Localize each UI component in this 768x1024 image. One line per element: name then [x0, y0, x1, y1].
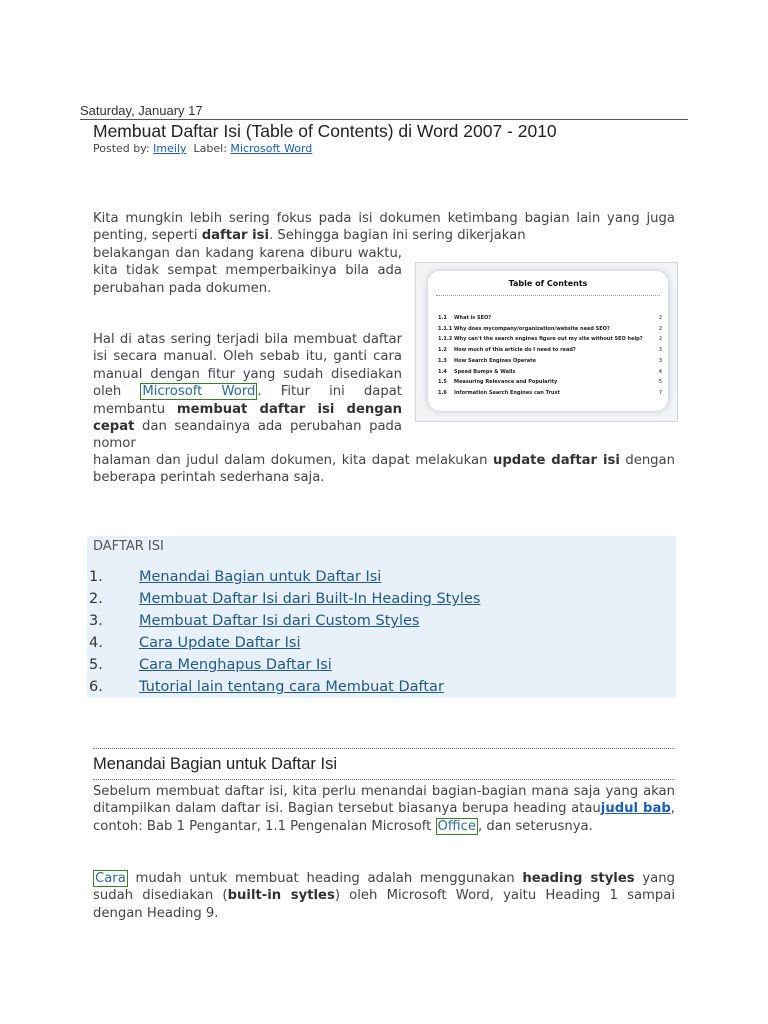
section-bold: built-in sytles [227, 888, 335, 904]
section-text: Sebelum membuat daftar isi, kita perlu menandai bagian-bagian mana saja yang akan ditampilkan dalam daftar isi. Bagian tersebut biasanya berupa heading atau [93, 784, 675, 817]
toc-example-divider [436, 295, 660, 296]
toc-list-item [89, 613, 419, 629]
label-label: Label: [193, 142, 227, 155]
toc-example-card [428, 271, 668, 411]
intro-text: dan seandainya ada perubahan pada nomor [93, 419, 402, 452]
post-date: Saturday, January 17 [80, 103, 203, 118]
toc-list-item [89, 679, 444, 695]
toc-list-item [89, 591, 480, 607]
intro-text: halaman dan judul dalam dokumen, kita dapat melakukan [93, 453, 493, 468]
judul-bab-link[interactable]: judul bab [600, 801, 671, 817]
toc-item-number: 1. [89, 569, 103, 585]
intro-paragraph-4 [93, 452, 675, 487]
section-divider-top [93, 748, 675, 749]
intro-bold: update daftar isi [492, 453, 620, 468]
toc-example-row [438, 369, 662, 375]
intro-paragraph-3 [93, 331, 402, 453]
toc-example-num: 1.2 [438, 347, 447, 354]
intro-paragraph-2: belakangan dan kadang karena diburu waktu, kita tidak sempat memperbaikinya bila ada perubahan pada dokumen. [93, 246, 402, 296]
toc-item-number: 5. [89, 657, 103, 673]
toc-item-link[interactable]: Cara Update Daftar Isi [139, 635, 301, 651]
toc-example-page: 5 [658, 379, 662, 386]
intro-text: Kita mungkin lebih sering fokus pada isi dokumen ketimbang bagian lain yang juga penting, seperti [93, 211, 675, 244]
toc-example-row [438, 379, 662, 385]
section-text: , contoh: Bab 1 Pengantar, 1.1 Pengenalan Microsoft [93, 801, 675, 834]
section-title: Menandai Bagian untuk Daftar Isi [93, 755, 337, 773]
toc-example-num: 1.4 [438, 368, 447, 375]
section-bold: heading styles [522, 871, 635, 886]
intro-text: dengan beberapa perintah sederhana saja. [93, 453, 675, 486]
intro-text: Hal di atas sering terjadi bila membuat daftar isi secara manual. Oleh sebab itu, ganti cara manual dengan fitur yang sudah disediakan oleh [93, 332, 402, 400]
section-text: mudah untuk membuat heading adalah menggunakan [127, 871, 523, 886]
toc-item-number: 3. [89, 613, 103, 629]
toc-example-text: Why does mycompany/organization/website need SEO? [454, 325, 610, 332]
toc-example-row [438, 326, 662, 332]
section-text: yang sudah disediakan ( [93, 871, 675, 904]
section-text: ) oleh Microsoft Word, yaitu Heading 1 sampai dengan Heading 9. [93, 888, 675, 921]
intro-text: . Fitur ini dapat membantu [93, 384, 402, 417]
toc-example-page: 7 [658, 389, 662, 396]
toc-example-row [438, 347, 662, 353]
toc-example-text: What is SEO? [454, 315, 492, 321]
intro-bold: membuat daftar isi dengan cepat [93, 401, 402, 435]
toc-example-page: 2 [658, 325, 662, 332]
intro-text: . Sehingga bagian ini sering dikerjakan [268, 228, 526, 244]
daftar-isi-box [87, 536, 676, 698]
toc-item-link[interactable]: Cara Menghapus Daftar Isi [139, 657, 332, 673]
toc-example-num: 1.1 [438, 315, 447, 321]
post-title: Membuat Daftar Isi (Table of Contents) di Word 2007 - 2010 [93, 121, 557, 141]
toc-example-num: 1.3 [438, 357, 447, 364]
toc-item-link[interactable]: Membuat Daftar Isi dari Built-In Heading Styles [139, 591, 481, 607]
toc-item-number: 2. [89, 591, 103, 607]
toc-item-link[interactable]: Menandai Bagian untuk Daftar Isi [139, 569, 382, 585]
toc-item-number: 6. [89, 679, 103, 695]
posted-by-label: Posted by: [93, 142, 150, 155]
toc-example-row [438, 390, 662, 396]
section-text: , dan seterusnya. [478, 818, 593, 834]
toc-item-link[interactable]: Tutorial lain tentang cara Membuat Daftar [139, 679, 444, 695]
toc-list-item [89, 657, 332, 673]
author-link[interactable]: Imeily [153, 142, 187, 155]
toc-example-image [415, 262, 678, 422]
toc-item-link[interactable]: Membuat Daftar Isi dari Custom Styles [139, 613, 420, 629]
toc-example-text: Speed Bumps & Walls [454, 368, 516, 375]
toc-example-row [438, 336, 662, 342]
office-link[interactable]: Office [437, 818, 477, 834]
intro-paragraph-1 [93, 210, 675, 245]
microsoft-word-link[interactable]: Microsoft Word [142, 384, 256, 400]
toc-example-num: 1.1.1 [438, 325, 453, 332]
section-paragraph-2 [93, 870, 675, 922]
post-meta [93, 142, 312, 155]
toc-example-text: How much of this article do I need to read? [454, 347, 576, 354]
toc-example-page: 3 [658, 347, 662, 354]
label-link[interactable]: Microsoft Word [230, 142, 313, 155]
toc-example-row [438, 358, 662, 364]
toc-example-num: 1.6 [438, 389, 447, 396]
toc-list-item [89, 569, 381, 585]
toc-example-row [438, 315, 662, 321]
section-divider-bottom [93, 779, 675, 780]
toc-example-page: 2 [658, 336, 662, 343]
toc-example-text: Why can't the search engines figure out my site without SEO help? [454, 336, 643, 343]
toc-example-page: 2 [658, 315, 662, 321]
toc-example-text: How Search Engines Operate [454, 357, 536, 364]
cara-link[interactable]: Cara [95, 871, 126, 886]
toc-example-title: Table of Contents [508, 279, 588, 288]
toc-example-text: Measuring Relevance and Popularity [454, 379, 558, 386]
toc-example-text: Information Search Engines can Trust [454, 389, 560, 396]
toc-example-num: 1.1.2 [438, 336, 453, 343]
toc-item-number: 4. [89, 635, 103, 651]
section-paragraph-1 [93, 783, 675, 835]
toc-example-page: 4 [658, 368, 662, 375]
toc-example-num: 1.5 [438, 379, 447, 386]
date-divider [80, 119, 688, 120]
toc-list-item [89, 635, 301, 651]
intro-bold: daftar isi [201, 228, 269, 244]
toc-example-page: 3 [658, 357, 662, 364]
daftar-isi-title: DAFTAR ISI [93, 539, 164, 554]
